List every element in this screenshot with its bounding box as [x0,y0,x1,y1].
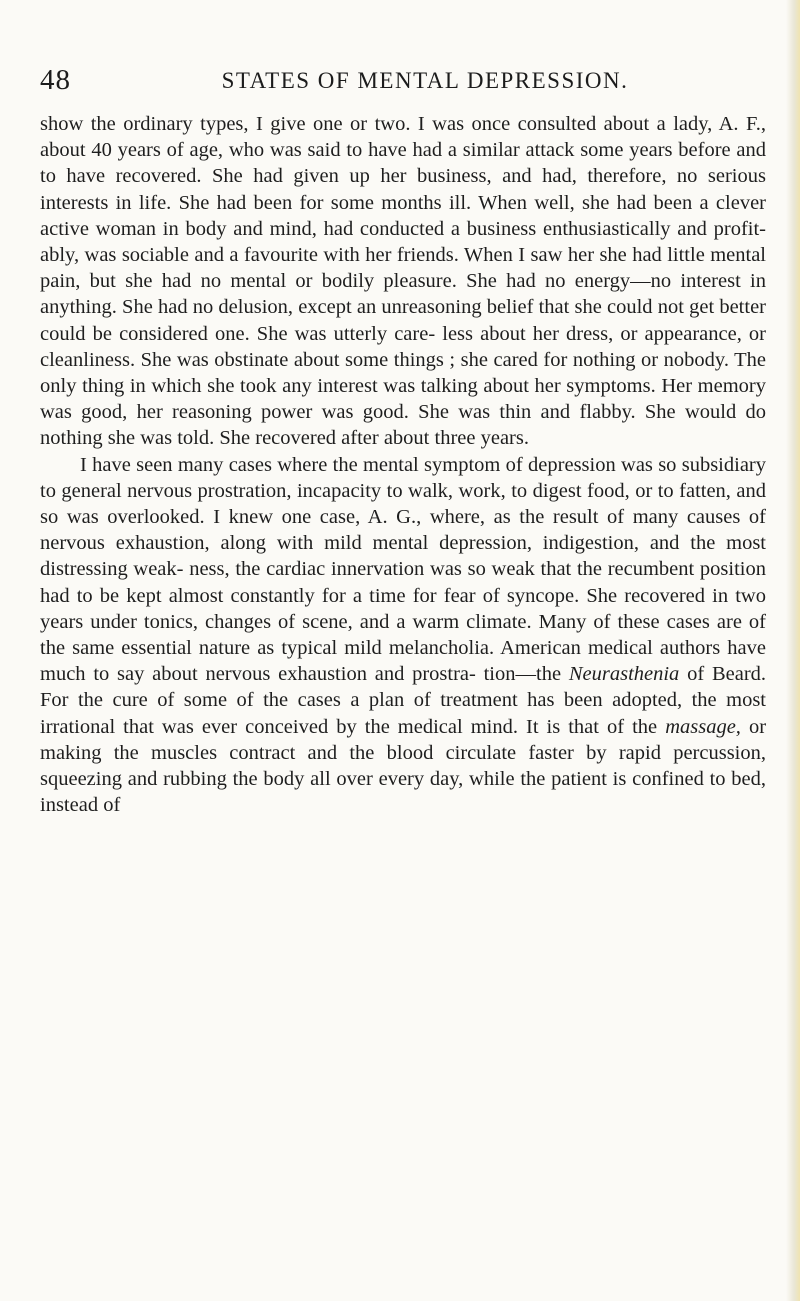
body-text [40,111,766,818]
italic-term: Neurasthenia [568,663,680,686]
paragraph [40,452,766,819]
text-run: I have seen many cases where the mental symptom of depression was so subsidiary to general nervous prostration, incapacity to walk, work, to digest food, or to fatten, and so was overlooked. I knew one case, A. G., where, as the result of many causes of nervous exhaustion, along with mild mental depression, indigestion, and the most distressing weak- ness, the cardiac innervation was so weak that the recumbent position had to be kept almost constantly for a time for fear of syncope. She recovered in two years under tonics, changes of scene, and a warm climate. Many of these cases are of the same essential nature as typical mild melancholia. American medical authors have much to say about nervous exhaustion and prostra- tion—the [40,453,766,686]
page-number: 48 [40,64,71,96]
text-run: of Beard. For the cure of some of the cases a plan of treatment has been adopted, the most irrational that was ever conceived by the medical mind. It is that of the [40,663,767,738]
paragraph: show the ordinary types, I give one or two. I was once consulted about a lady, A. F., about 40 years of age, who was said to have had a similar attack some years before and to have recovered. She had given up her business, and had, therefore, no serious interests in life. She had been for some months ill. When well, she had been a clever active woman in body and mind, had conducted a business enthusiastically and profit- ably, was sociable and a favourite with her friends. When I saw her she had little mental pain, but she had no mental or bodily pleasure. She had no energy—no interest in anything. She had no delusion, except an unreasoning belief that she could not get better could be considered one. She was utterly care- less about her dress, or appearance, or cleanliness. She was obstinate about some things ; she cared for nothing or nobody. The only thing in which she took any interest was talking about her symptoms. Her memory was good, her reasoning power was good. She was thin and flabby. She would do nothing she was told. She recovered after about three years. [40,113,766,450]
italic-term: massage, [665,715,741,738]
text-run: or making the muscles contract and the blood circulate faster by rapid percussion, squeezing and rubbing the body all over every day, while the patient is confined to bed, instead of [40,715,767,817]
page-header [40,65,770,99]
running-title: STATES OF MENTAL DEPRESSION. [221,68,629,93]
page-edge-shadow [786,0,800,1301]
